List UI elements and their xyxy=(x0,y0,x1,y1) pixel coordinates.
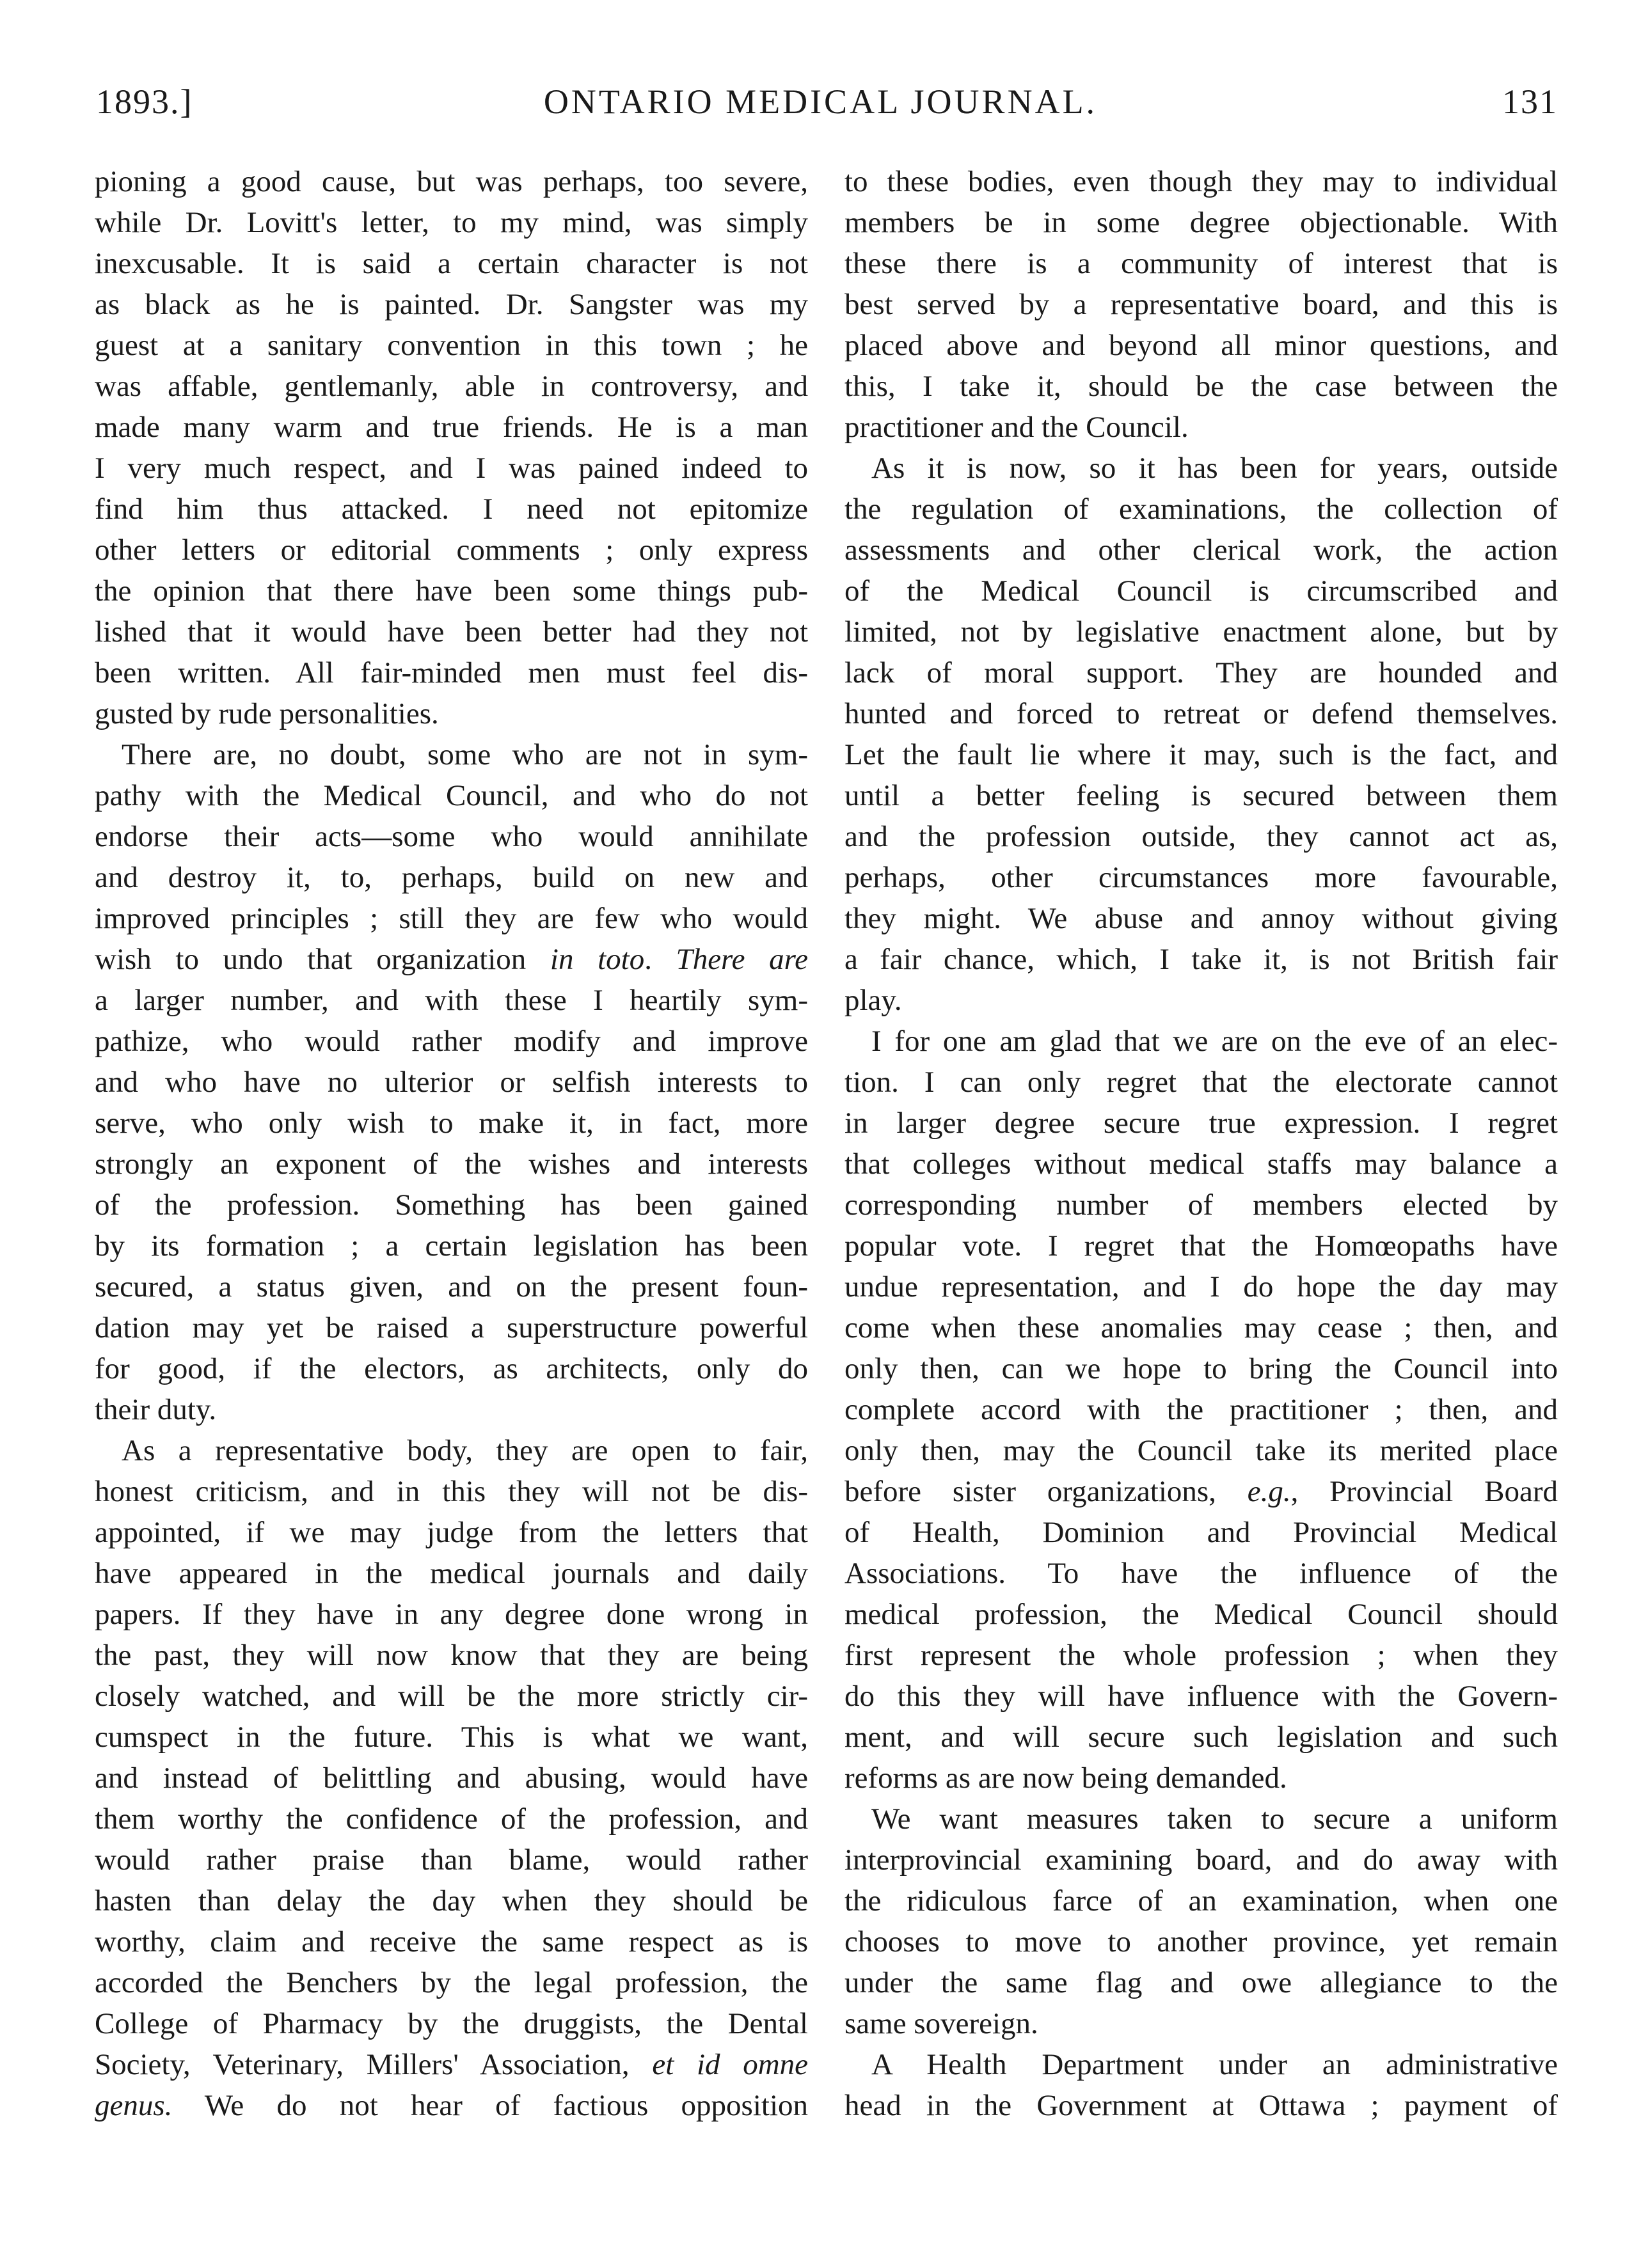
text-segment: A Health Department under an administrative xyxy=(871,2048,1558,2081)
text-segment: as black as he is painted. Dr. Sangster was my xyxy=(95,288,808,321)
text-line xyxy=(95,284,808,325)
text-line xyxy=(95,1799,808,1839)
text-line xyxy=(95,1553,808,1594)
text-segment: and destroy it, to, perhaps, build on new and xyxy=(95,861,808,894)
text-line xyxy=(844,1717,1558,1758)
text-line xyxy=(844,489,1558,530)
text-line xyxy=(844,611,1558,652)
text-line xyxy=(95,1389,808,1430)
text-segment: and instead of belittling and abusing, would have xyxy=(95,1761,808,1795)
text-line xyxy=(95,1921,808,1962)
text-segment: I for one am glad that we are on the eve of an elec- xyxy=(871,1025,1558,1058)
italic-text: genus. xyxy=(95,2089,173,2122)
text-segment: come when these anomalies may cease ; then, and xyxy=(844,1311,1558,1344)
text-segment: in larger degree secure true expression. I regret xyxy=(844,1106,1558,1140)
text-segment: pathize, who would rather modify and improve xyxy=(95,1025,808,1058)
text-segment: accorded the Benchers by the legal profession, the xyxy=(95,1966,808,1999)
text-line xyxy=(95,1594,808,1635)
text-segment: play. xyxy=(844,984,902,1017)
text-segment: popular vote. I regret that the Homœopaths have xyxy=(844,1229,1558,1263)
text-segment: before sister organizations, xyxy=(844,1475,1248,1508)
text-segment: honest criticism, and in this they will not be dis- xyxy=(95,1475,808,1508)
text-line xyxy=(844,775,1558,816)
text-line xyxy=(95,857,808,898)
text-segment: hunted and forced to retreat or defend themselves. xyxy=(844,697,1558,730)
text-segment: and who have no ulterior or selfish interests to xyxy=(95,1066,808,1099)
text-segment: limited, not by legislative enactment alone, but by xyxy=(844,615,1558,649)
text-line xyxy=(844,571,1558,611)
text-line xyxy=(844,1921,1558,1962)
italic-text: in toto xyxy=(550,943,645,976)
paragraph xyxy=(844,448,1558,1021)
text-segment: , Provincial Board xyxy=(1290,1475,1558,1508)
text-line xyxy=(844,243,1558,284)
text-segment: been written. All fair-minded men must feel dis- xyxy=(95,656,808,689)
text-segment: undue representation, and I do hope the day may xyxy=(844,1270,1558,1303)
text-segment: We want measures taken to secure a uniform xyxy=(871,1802,1558,1836)
text-segment: the past, they will now know that they are being xyxy=(95,1639,808,1672)
text-segment: find him thus attacked. I need not epitomize xyxy=(95,492,808,526)
text-line xyxy=(95,1962,808,2003)
text-segment: same sovereign. xyxy=(844,2007,1038,2040)
text-segment: this, I take it, should be the case between the xyxy=(844,370,1558,403)
text-line xyxy=(95,1717,808,1758)
paragraph xyxy=(844,2044,1558,2126)
text-line xyxy=(844,1758,1558,1799)
text-line xyxy=(95,161,808,202)
text-line xyxy=(844,202,1558,243)
text-segment: We do not hear of factious opposition xyxy=(172,2089,808,2122)
text-segment: strongly an exponent of the wishes and interests xyxy=(95,1147,808,1181)
text-line xyxy=(844,980,1558,1021)
text-segment: endorse their acts—some who would annihilate xyxy=(95,820,808,853)
text-segment: improved principles ; still they are few who would xyxy=(95,902,808,935)
text-line xyxy=(95,366,808,407)
text-segment: cumspect in the future. This is what we want, xyxy=(95,1721,808,1754)
text-line xyxy=(95,1348,808,1389)
text-segment: reforms as are now being demanded. xyxy=(844,1761,1287,1795)
text-segment: Associations. To have the influence of the xyxy=(844,1557,1558,1590)
text-line xyxy=(844,161,1558,202)
text-segment: these there is a community of interest that is xyxy=(844,247,1558,280)
text-segment: the regulation of examinations, the collection of xyxy=(844,492,1558,526)
text-segment: do this they will have influence with the Govern- xyxy=(844,1680,1558,1713)
text-segment: under the same flag and owe allegiance to the xyxy=(844,1966,1558,1999)
text-segment: until a better feeling is secured between them xyxy=(844,779,1558,812)
text-line xyxy=(844,1021,1558,1062)
text-segment: guest at a sanitary convention in this town ; he xyxy=(95,329,808,362)
italic-text: et id omne xyxy=(652,2048,809,2081)
text-segment: perhaps, other circumstances more favourable, xyxy=(844,861,1558,894)
text-segment: pathy with the Medical Council, and who do not xyxy=(95,779,808,812)
text-line xyxy=(844,325,1558,366)
paragraph xyxy=(844,1799,1558,2044)
text-line xyxy=(844,1266,1558,1307)
journal-title: ONTARIO MEDICAL JOURNAL. xyxy=(543,83,1098,121)
text-line xyxy=(844,1839,1558,1880)
text-line xyxy=(844,448,1558,489)
text-line xyxy=(844,1062,1558,1103)
text-line xyxy=(95,1185,808,1225)
text-line xyxy=(95,448,808,489)
italic-text: There are xyxy=(651,943,808,976)
text-line xyxy=(95,1307,808,1348)
text-line xyxy=(844,2044,1558,2085)
text-segment: assessments and other clerical work, the action xyxy=(844,533,1558,567)
text-segment: lack of moral support. They are hounded and xyxy=(844,656,1558,689)
text-column-right xyxy=(844,161,1558,2126)
paragraph xyxy=(844,1021,1558,1799)
text-segment: chooses to move to another province, yet remain xyxy=(844,1925,1558,1958)
text-line xyxy=(95,734,808,775)
text-segment: worthy, claim and receive the same respect as is xyxy=(95,1925,808,1958)
text-line xyxy=(844,857,1558,898)
text-segment: pioning a good cause, but was perhaps, too severe, xyxy=(95,165,808,198)
text-line xyxy=(95,1266,808,1307)
text-line xyxy=(844,939,1558,980)
text-segment: tion. I can only regret that the electorate cannot xyxy=(844,1066,1558,1099)
text-segment: papers. If they have in any degree done wrong in xyxy=(95,1598,808,1631)
text-line xyxy=(844,1103,1558,1144)
text-line xyxy=(844,1471,1558,1512)
text-line xyxy=(844,284,1558,325)
text-line xyxy=(95,1512,808,1553)
text-line xyxy=(95,816,808,857)
text-segment: There are, no doubt, some who are not in sym- xyxy=(122,738,808,771)
text-segment: only then, can we hope to bring the Council into xyxy=(844,1352,1558,1385)
text-segment: dation may yet be raised a superstructure powerful xyxy=(95,1311,808,1344)
text-segment: ment, and will secure such legislation and such xyxy=(844,1721,1558,1754)
text-segment: hasten than delay the day when they should be xyxy=(95,1884,808,1918)
text-line xyxy=(95,202,808,243)
text-segment: placed above and beyond all minor questions, and xyxy=(844,329,1558,362)
text-line xyxy=(844,693,1558,734)
text-line xyxy=(95,939,808,980)
text-line xyxy=(95,407,808,448)
text-segment: them worthy the confidence of the profession, and xyxy=(95,1802,808,1836)
text-segment: As a representative body, they are open to fair, xyxy=(122,1434,808,1467)
text-segment: College of Pharmacy by the druggists, the Dental xyxy=(95,2007,808,2040)
text-line xyxy=(95,1144,808,1185)
text-segment: medical profession, the Medical Council should xyxy=(844,1598,1558,1631)
text-segment: I very much respect, and I was pained indeed to xyxy=(95,452,808,485)
text-segment: corresponding number of members elected by xyxy=(844,1188,1558,1222)
text-line xyxy=(844,1553,1558,1594)
text-line xyxy=(95,898,808,939)
text-line xyxy=(95,325,808,366)
text-line xyxy=(95,530,808,571)
text-segment: a fair chance, which, I take it, is not British fair xyxy=(844,943,1558,976)
text-line xyxy=(844,1962,1558,2003)
text-segment: of the profession. Something has been gained xyxy=(95,1188,808,1222)
paragraph xyxy=(95,1430,808,2126)
text-segment: first represent the whole profession ; when they xyxy=(844,1639,1558,1672)
text-line xyxy=(844,1144,1558,1185)
text-line xyxy=(95,2044,808,2085)
text-segment: best served by a representative board, and this is xyxy=(844,288,1558,321)
text-line xyxy=(844,1225,1558,1266)
text-column-left xyxy=(95,161,808,2126)
paragraph xyxy=(95,734,808,1430)
text-line xyxy=(95,1676,808,1717)
text-line xyxy=(844,1307,1558,1348)
text-line xyxy=(844,1512,1558,1553)
text-line xyxy=(95,1635,808,1676)
text-segment: appointed, if we may judge from the letters that xyxy=(95,1516,808,1549)
text-line xyxy=(95,1225,808,1266)
text-line xyxy=(95,1758,808,1799)
text-segment: they might. We abuse and annoy without giving xyxy=(844,902,1558,935)
text-segment: serve, who only wish to make it, in fact, more xyxy=(95,1106,808,1140)
text-segment: have appeared in the medical journals and daily xyxy=(95,1557,808,1590)
text-segment: Let the fault lie where it may, such is the fact, and xyxy=(844,738,1558,771)
text-line xyxy=(95,1880,808,1921)
text-line xyxy=(95,243,808,284)
page-number: 131 xyxy=(1502,83,1558,121)
text-segment: Society, Veterinary, Millers' Association, xyxy=(95,2048,653,2081)
text-line xyxy=(844,816,1558,857)
text-line xyxy=(95,1021,808,1062)
text-line xyxy=(844,407,1558,448)
text-line xyxy=(844,1799,1558,1839)
text-line xyxy=(844,2085,1558,2126)
text-segment: complete accord with the practitioner ; then, and xyxy=(844,1393,1558,1426)
text-segment: As it is now, so it has been for years, outside xyxy=(871,452,1558,485)
text-line xyxy=(95,1062,808,1103)
text-segment: head in the Government at Ottawa ; payment of xyxy=(844,2089,1558,2122)
text-segment: was affable, gentlemanly, able in controversy, and xyxy=(95,370,808,403)
text-segment: only then, may the Council take its merited place xyxy=(844,1434,1558,1467)
text-segment: of Health, Dominion and Provincial Medical xyxy=(844,1516,1558,1549)
text-line xyxy=(95,1430,808,1471)
text-segment: their duty. xyxy=(95,1393,217,1426)
text-line xyxy=(95,1103,808,1144)
text-line xyxy=(95,693,808,734)
text-line xyxy=(95,652,808,693)
text-line xyxy=(95,775,808,816)
text-segment: inexcusable. It is said a certain character is not xyxy=(95,247,808,280)
text-segment: to these bodies, even though they may to individual xyxy=(844,165,1558,198)
text-segment: a larger number, and with these I heartily sym- xyxy=(95,984,808,1017)
text-line xyxy=(95,611,808,652)
header-year: 1893.] xyxy=(96,83,193,121)
text-line xyxy=(844,898,1558,939)
text-segment: lished that it would have been better had they not xyxy=(95,615,808,649)
text-line xyxy=(95,571,808,611)
text-segment: for good, if the electors, as architects, only do xyxy=(95,1352,808,1385)
text-line xyxy=(95,1471,808,1512)
text-line xyxy=(95,2085,808,2126)
text-segment: and the profession outside, they cannot act as, xyxy=(844,820,1558,853)
text-segment: the ridiculous farce of an examination, when one xyxy=(844,1884,1558,1918)
text-line xyxy=(844,2003,1558,2044)
text-segment: the opinion that there have been some things pub- xyxy=(95,574,808,608)
text-line xyxy=(844,1880,1558,1921)
text-segment: gusted by rude personalities. xyxy=(95,697,439,730)
text-line xyxy=(844,734,1558,775)
text-segment: made many warm and true friends. He is a man xyxy=(95,411,808,444)
text-line xyxy=(844,1185,1558,1225)
italic-text: e.g. xyxy=(1247,1475,1291,1508)
text-segment: other letters or editorial comments ; only express xyxy=(95,533,808,567)
text-segment: closely watched, and will be the more strictly cir- xyxy=(95,1680,808,1713)
text-line xyxy=(844,652,1558,693)
text-line xyxy=(844,1594,1558,1635)
text-line xyxy=(844,1430,1558,1471)
text-segment: that colleges without medical staffs may balance a xyxy=(844,1147,1558,1181)
text-line xyxy=(95,1839,808,1880)
text-line xyxy=(95,2003,808,2044)
text-line xyxy=(844,530,1558,571)
text-segment: by its formation ; a certain legislation has been xyxy=(95,1229,808,1263)
text-line xyxy=(95,489,808,530)
text-segment: secured, a status given, and on the present foun- xyxy=(95,1270,808,1303)
text-segment: practitioner and the Council. xyxy=(844,411,1189,444)
text-line xyxy=(844,1389,1558,1430)
text-segment: . xyxy=(644,943,652,976)
text-line xyxy=(844,1348,1558,1389)
paragraph xyxy=(95,161,808,734)
paragraph xyxy=(844,161,1558,448)
text-segment: of the Medical Council is circumscribed and xyxy=(844,574,1558,608)
text-line xyxy=(95,980,808,1021)
text-segment: would rather praise than blame, would rather xyxy=(95,1843,808,1877)
text-segment: members be in some degree objectionable. With xyxy=(844,206,1558,239)
text-line xyxy=(844,366,1558,407)
text-segment: while Dr. Lovitt's letter, to my mind, was simply xyxy=(95,206,808,239)
text-segment: interprovincial examining board, and do away with xyxy=(844,1843,1558,1877)
text-line xyxy=(844,1676,1558,1717)
text-line xyxy=(844,1635,1558,1676)
text-segment: wish to undo that organization xyxy=(95,943,550,976)
